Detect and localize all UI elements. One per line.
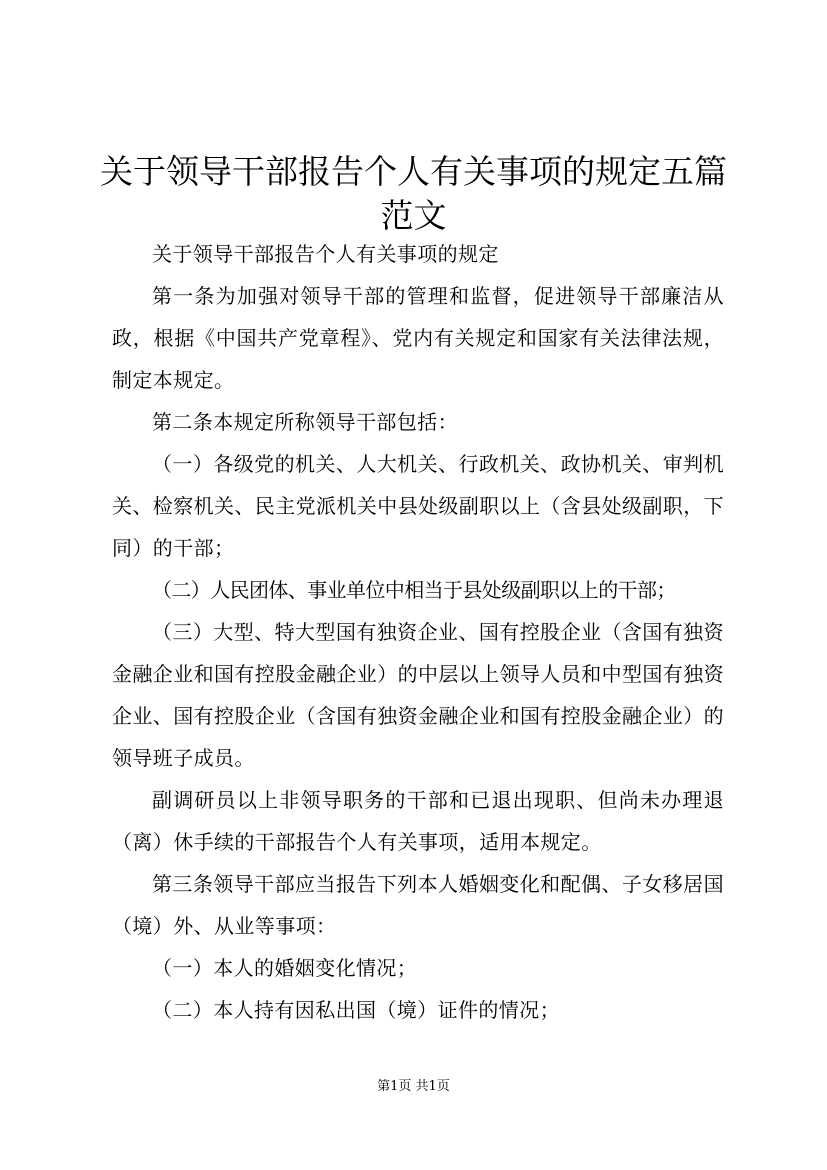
paragraph-deputy-researcher: 副调研员以上非领导职务的干部和已退出现职、但尚未办理退（离）休手续的干部报告个人有关事项，适用本规定。 <box>112 788 724 854</box>
document-body <box>112 233 724 1031</box>
paragraph-article-1: 第一条为加强对领导干部的管理和监督，促进领导干部廉洁从政，根据《中国共产党章程》、党内有关规定和国家有关法律法规，制定本规定。 <box>112 284 724 392</box>
paragraph-item-1: （一）各级党的机关、人大机关、行政机关、政协机关、审判机关、检察机关、民主党派机关中县处级副职以上（含县处级副职，下同）的干部； <box>112 452 724 560</box>
paragraph-item-3: （三）大型、特大型国有独资企业、国有控股企业（含国有独资金融企业和国有控股金融企业）的中层以上领导人员和中型国有独资企业、国有控股企业（含国有独资金融企业和国有控股金融企业）的领导班子成员。 <box>112 620 724 770</box>
paragraph-article-3: 第三条领导干部应当报告下列本人婚姻变化和配偶、子女移居国（境）外、从业等事项： <box>112 872 724 938</box>
paragraph-subitem-2: （二）本人持有因私出国（境）证件的情况； <box>152 998 560 1022</box>
paragraph-item-2: （二）人民团体、事业单位中相当于县处级副职以上的干部； <box>152 578 676 602</box>
paragraph-article-2: 第二条本规定所称领导干部包括： <box>152 410 458 434</box>
paragraph-subitem-1: （一）本人的婚姻变化情况； <box>152 956 418 980</box>
paragraph-heading: 关于领导干部报告个人有关事项的规定 <box>152 242 499 266</box>
document-title: 关于领导干部报告个人有关事项的规定五篇范文 <box>100 152 727 235</box>
page-footer: 第1页 共1页 <box>377 1079 450 1094</box>
